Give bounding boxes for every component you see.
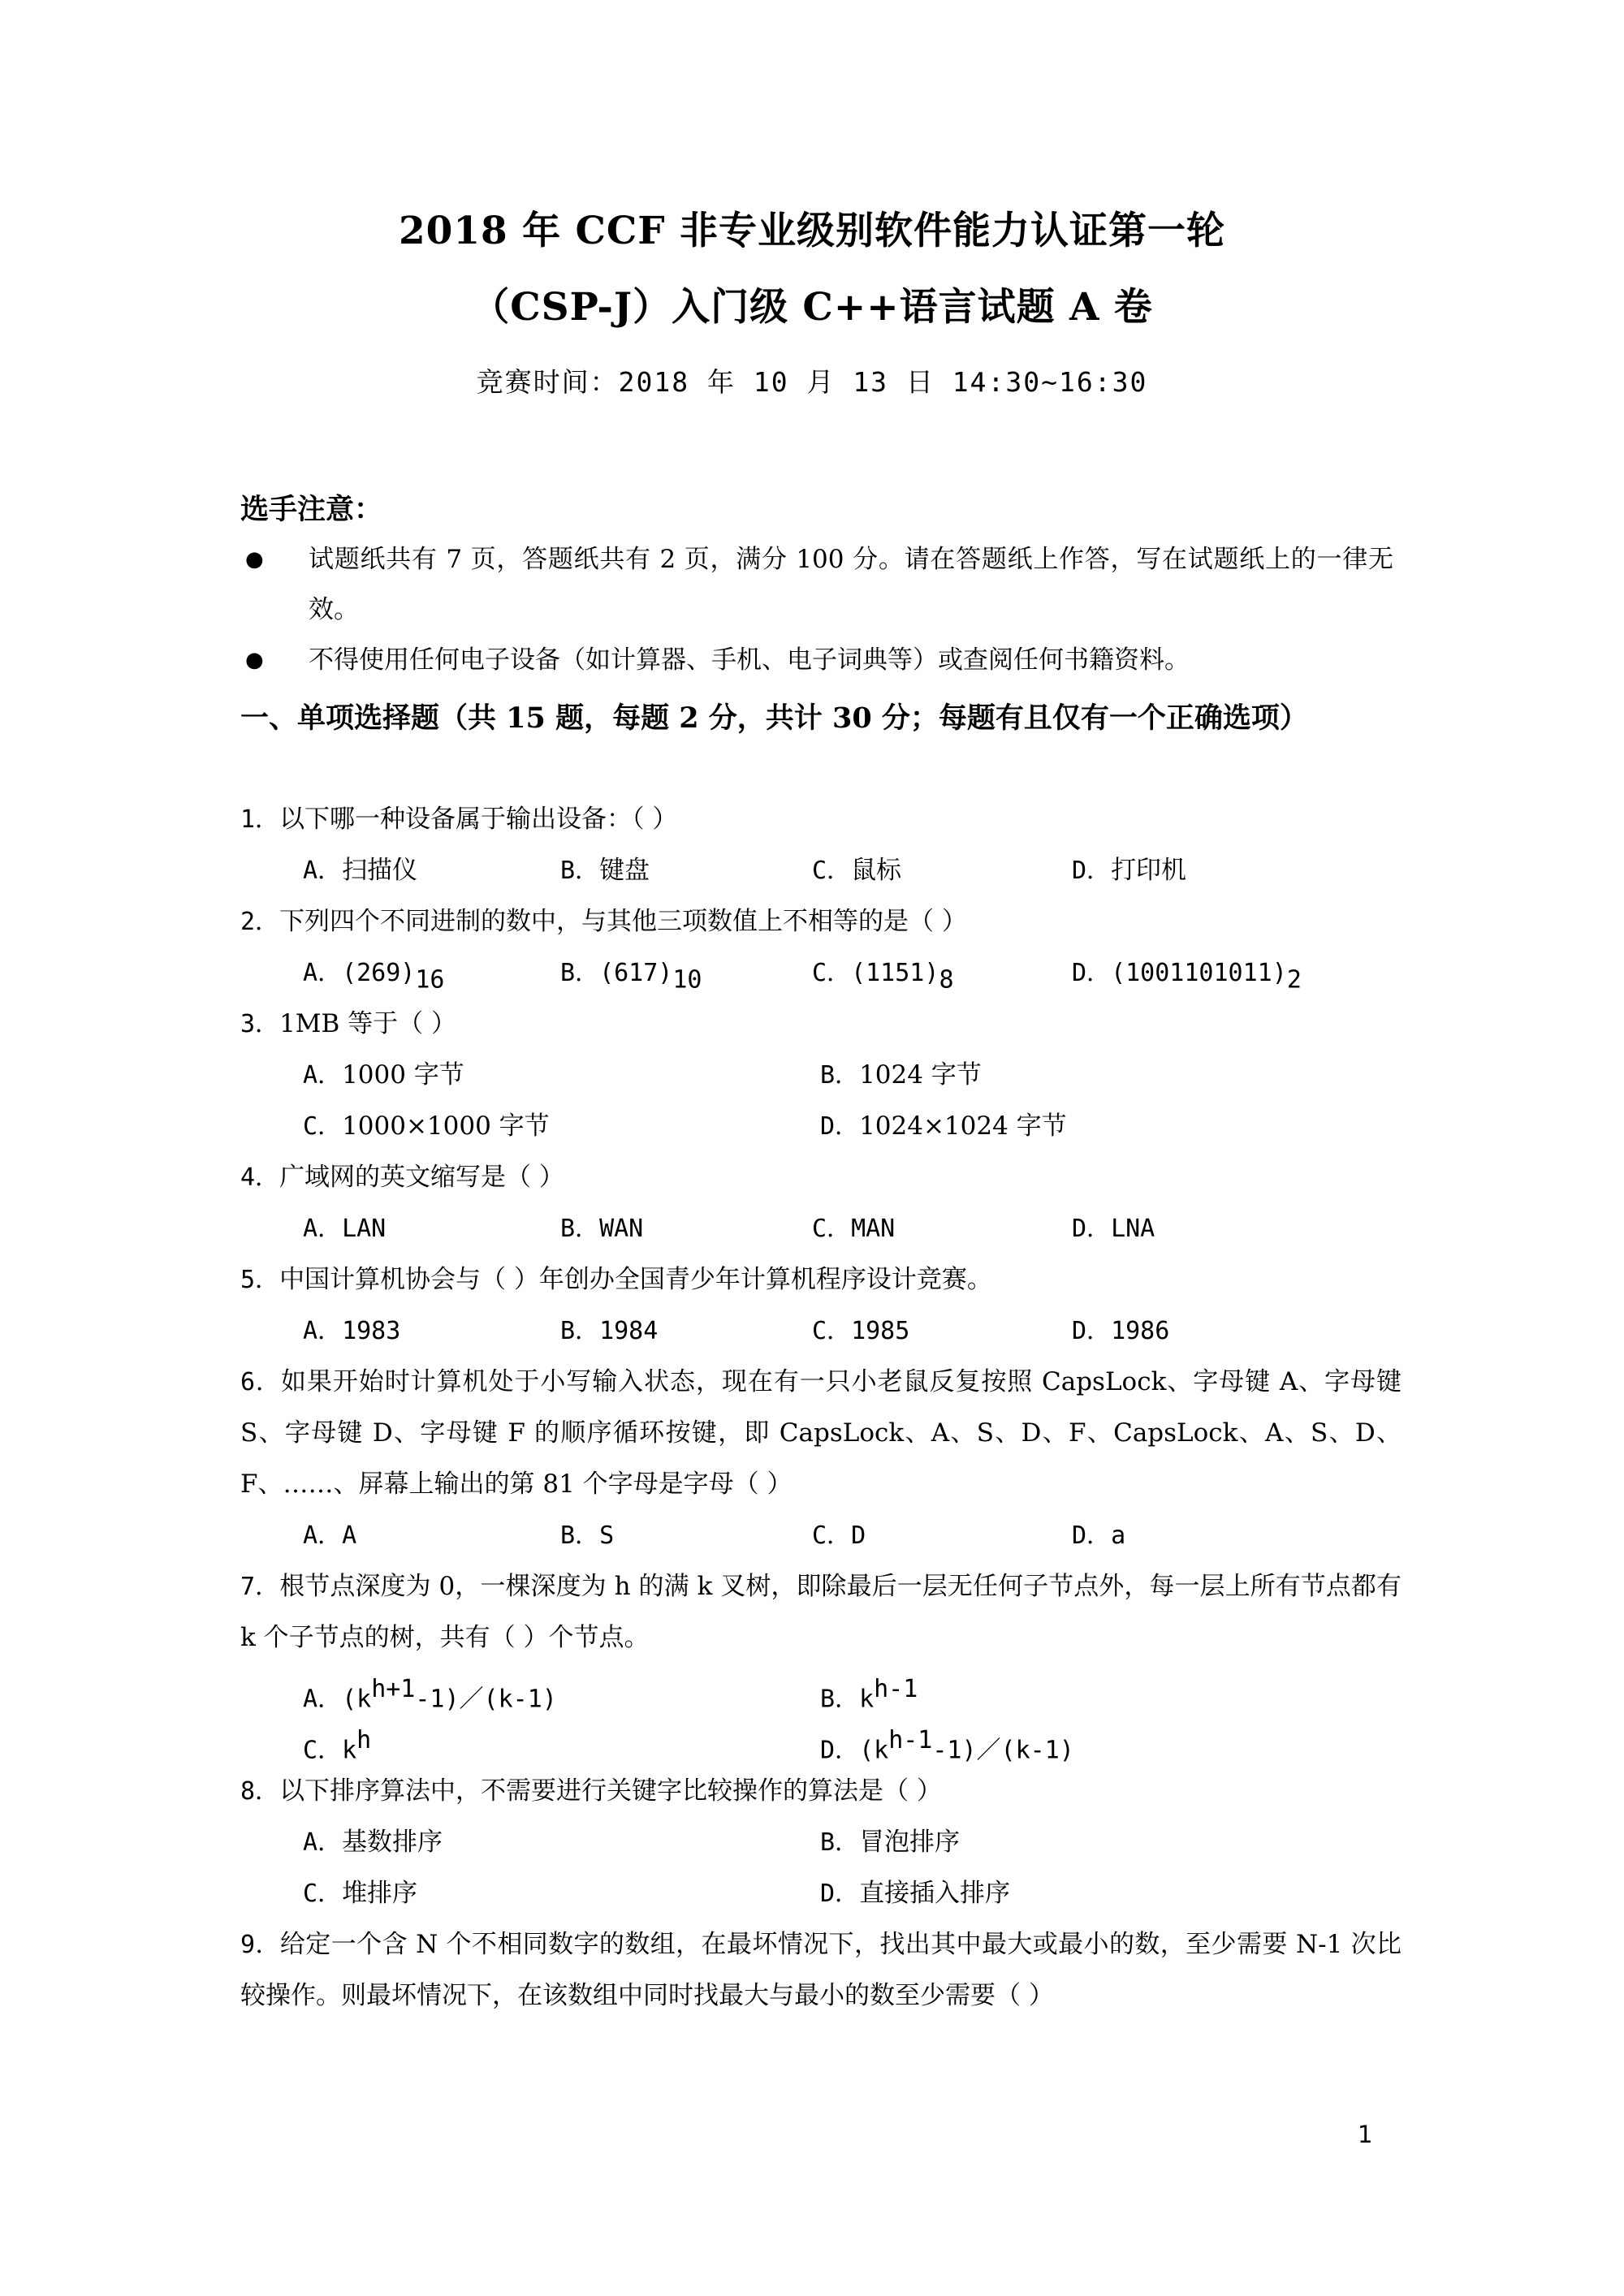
question-body: 下列四个不同进制的数中，与其他三项数值上不相等的是（ ） (279, 907, 967, 936)
question-number: 7． (240, 1573, 280, 1601)
exam-title-line-1: 2018 年 CCF 非专业级别软件能力认证第一轮 (398, 209, 1226, 253)
option-b[interactable]: B．S (560, 1521, 615, 1550)
title-block (0, 201, 1624, 403)
option-a[interactable]: A．1983 (303, 1317, 401, 1345)
option-a[interactable]: A．$(269)_{16}$ (303, 959, 445, 995)
question-number: 4． (240, 1163, 280, 1192)
option-d[interactable]: D．直接插入排序 (820, 1879, 1011, 1908)
option-b[interactable]: B．$(617)_{10}$ (560, 959, 702, 995)
option-c[interactable]: C．$(1151)_8$ (812, 959, 954, 995)
question-6 (240, 1357, 1402, 1561)
notice-heading: 选手注意： (240, 493, 383, 526)
option-grid (240, 1050, 1402, 1152)
option-a[interactable]: A．A (303, 1521, 357, 1550)
question-body: 以下哪一种设备属于输出设备：（ ） (279, 805, 678, 834)
option-b[interactable]: B．1024 字节 (820, 1060, 982, 1090)
question-body: 如果开始时计算机处于小写输入状态，现在有一只小老鼠反复按照 CapsLock、字母键 A、字母键 S、字母键 D、字母键 F 的顺序循环按键，即 CapsLock、A、S、D、F、CapsLock、A、S、D、F、……、屏幕上输出的第 81 个字母是字母（ ） (240, 1367, 1402, 1499)
option-d[interactable]: D．打印机 (1072, 856, 1187, 885)
bullet-icon: ● (245, 648, 264, 672)
exam-title-line-2: （CSP-J）入门级 C++语言试题 A 卷 (471, 285, 1153, 330)
exam-time-subtitle: 竞赛时间：2018 年 10 月 13 日 14:30~16:30 (476, 366, 1148, 398)
bullet-icon: ● (245, 547, 264, 572)
option-row (240, 947, 1402, 999)
notice-list (240, 534, 1393, 685)
page-number: 1 (1358, 2121, 1373, 2148)
section-heading: 一、单项选择题（共 15 题，每题 2 分，共计 30 分；每题有且仅有一个正确选项） (240, 701, 1308, 735)
option-c[interactable]: C．鼠标 (812, 856, 902, 885)
question-text (240, 999, 1402, 1050)
option-grid (240, 1664, 1402, 1766)
notice-item-text: 不得使用任何电子设备（如计算器、手机、电子词典等）或查阅任何书籍资料。 (309, 645, 1190, 675)
option-row (240, 1203, 1402, 1254)
question-8 (240, 1766, 1402, 1919)
question-text (240, 896, 1402, 947)
option-a[interactable]: A．$(k^{h+1}-1)/(k-1)$ (303, 1675, 557, 1714)
question-7 (240, 1561, 1402, 1766)
option-b[interactable]: B．$k^{h-1}$ (820, 1675, 918, 1714)
option-b[interactable]: B．WAN (560, 1215, 644, 1243)
option-c[interactable]: C．$k^h$ (303, 1726, 372, 1765)
question-text (240, 1919, 1402, 2022)
question-number: 3． (240, 1010, 280, 1038)
option-a[interactable]: A．LAN (303, 1215, 387, 1243)
option-d[interactable]: D．$(k^{h-1}-1)/(k-1)$ (820, 1726, 1074, 1765)
option-b[interactable]: B．冒泡排序 (820, 1828, 961, 1857)
option-row (240, 845, 1402, 896)
question-list (240, 794, 1402, 2022)
question-body: 根节点深度为 0，一棵深度为 h 的满 k 叉树，即除最后一层无任何子节点外，每一层上所有节点都有 k 个子节点的树，共有（ ）个节点。 (240, 1572, 1402, 1652)
notice-item (240, 635, 1393, 685)
option-c[interactable]: C．D (812, 1521, 866, 1550)
question-1 (240, 794, 1402, 896)
question-text (240, 1561, 1402, 1664)
option-d[interactable]: D．LNA (1072, 1215, 1155, 1243)
question-text (240, 1254, 1402, 1306)
question-body: 1MB 等于（ ） (279, 1009, 457, 1038)
option-grid (240, 1817, 1402, 1919)
question-4 (240, 1152, 1402, 1254)
question-body: 中国计算机协会与（ ）年创办全国青少年计算机程序设计竞赛。 (279, 1265, 992, 1294)
notice-item-text: 试题纸共有 7 页，答题纸共有 2 页，满分 100 分。请在答题纸上作答，写在试题纸上的一律无效。 (309, 545, 1393, 624)
option-b[interactable]: B．键盘 (560, 856, 650, 885)
question-number: 5． (240, 1266, 280, 1294)
option-d[interactable]: D．1986 (1072, 1317, 1170, 1345)
question-body: 广域网的英文缩写是（ ） (279, 1163, 564, 1192)
question-number: 1． (240, 805, 280, 834)
option-c[interactable]: C．MAN (812, 1215, 896, 1243)
option-b[interactable]: B．1984 (560, 1317, 659, 1345)
option-c[interactable]: C．1000×1000 字节 (303, 1111, 550, 1141)
option-d[interactable]: D．1024×1024 字节 (820, 1111, 1067, 1141)
question-number: 6． (240, 1368, 281, 1396)
option-d[interactable]: D．a (1072, 1521, 1126, 1550)
question-number: 9． (240, 1931, 280, 1959)
question-text (240, 1152, 1402, 1203)
notice-item (240, 534, 1393, 635)
question-body: 给定一个含 N 个不相同数字的数组，在最坏情况下，找出其中最大或最小的数，至少需要 N-1 次比较操作。则最坏情况下，在该数组中同时找最大与最小的数至少需要（ ） (240, 1930, 1402, 2010)
option-c[interactable]: C．1985 (812, 1317, 910, 1345)
question-number: 8． (240, 1777, 280, 1806)
question-text (240, 1357, 1402, 1510)
question-text (240, 1766, 1402, 1817)
option-c[interactable]: C．堆排序 (303, 1879, 418, 1908)
option-row (240, 1306, 1402, 1357)
option-a[interactable]: A．1000 字节 (303, 1060, 464, 1090)
question-number: 2． (240, 908, 280, 936)
question-5 (240, 1254, 1402, 1357)
option-a[interactable]: A．扫描仪 (303, 856, 418, 885)
question-body: 以下排序算法中，不需要进行关键字比较操作的算法是（ ） (279, 1776, 942, 1806)
option-a[interactable]: A．基数排序 (303, 1828, 443, 1857)
option-row (240, 1510, 1402, 1561)
question-text (240, 794, 1402, 845)
question-2 (240, 896, 1402, 999)
option-d[interactable]: D．$(1001101011)_2$ (1072, 959, 1302, 995)
question-9 (240, 1919, 1402, 2022)
question-3 (240, 999, 1402, 1152)
